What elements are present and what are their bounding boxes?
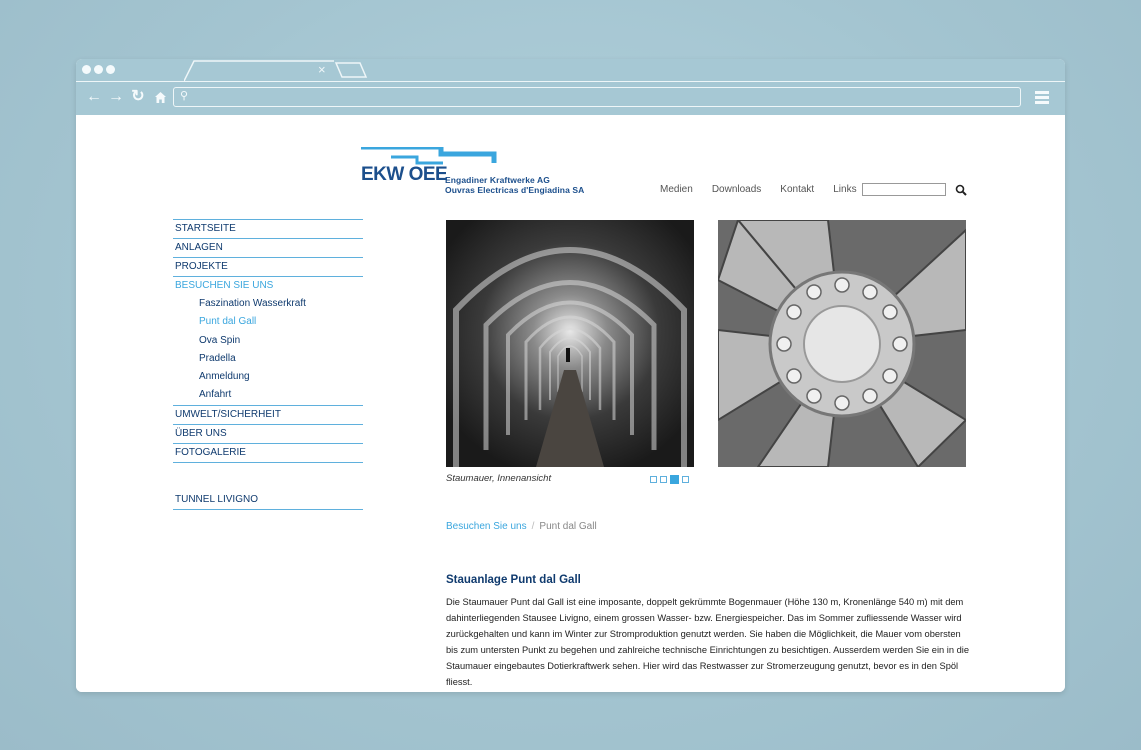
nav-buttons bbox=[86, 88, 168, 106]
browser-chrome bbox=[76, 59, 1065, 116]
tab-close-icon[interactable]: × bbox=[318, 62, 326, 77]
sidebar-subitem-punt-dal-gall[interactable]: Punt dal Gall bbox=[199, 316, 257, 328]
gallery-dot[interactable] bbox=[682, 476, 689, 483]
sidebar-item-ueber-uns[interactable]: ÜBER UNS bbox=[173, 424, 363, 443]
gallery-dot[interactable] bbox=[660, 476, 667, 483]
topnav-kontakt[interactable]: Kontakt bbox=[780, 184, 815, 195]
search-icon: ⚲ bbox=[180, 90, 189, 102]
sidebar-item-fotogalerie[interactable]: FOTOGALERIE bbox=[173, 443, 363, 462]
window-maximize-dot[interactable] bbox=[106, 65, 115, 74]
sidebar-subitem-pradella[interactable]: Pradella bbox=[199, 352, 236, 364]
browser-tab[interactable] bbox=[184, 59, 334, 81]
reload-icon[interactable]: ↻ bbox=[131, 88, 145, 105]
topnav-downloads[interactable]: Downloads bbox=[711, 184, 762, 195]
sidebar-item-projekte[interactable]: PROJEKTE bbox=[173, 257, 363, 276]
sidebar-subitem-anfahrt[interactable]: Anfahrt bbox=[199, 389, 232, 401]
gallery-pagination bbox=[650, 476, 689, 484]
sidebar-item-besuchen-sie-uns[interactable]: BESUCHEN SIE UNS bbox=[173, 276, 363, 295]
search-input[interactable] bbox=[862, 183, 946, 196]
tunnel-photo[interactable] bbox=[446, 220, 694, 467]
search-icon[interactable] bbox=[955, 184, 967, 196]
home-icon[interactable] bbox=[152, 88, 168, 106]
logo-subtitle bbox=[445, 176, 584, 195]
sidebar-subitem-faszination[interactable]: Faszination Wasserkraft bbox=[199, 298, 306, 309]
breadcrumb-parent[interactable]: Besuchen Sie uns bbox=[446, 521, 527, 532]
window-minimize-dot[interactable] bbox=[94, 65, 103, 74]
breadcrumb bbox=[446, 521, 597, 532]
address-bar[interactable] bbox=[173, 87, 1021, 107]
logo-subtitle-line1: Engadiner Kraftwerke AG bbox=[445, 175, 550, 185]
sidebar-item-umwelt[interactable]: UMWELT/SICHERHEIT bbox=[173, 405, 363, 424]
browser-window bbox=[76, 59, 1065, 692]
logo-text: EKW OEE bbox=[361, 164, 448, 185]
breadcrumb-current: Punt dal Gall bbox=[539, 521, 597, 532]
tab-strip bbox=[76, 59, 1065, 82]
new-tab-button[interactable] bbox=[334, 59, 374, 81]
gallery-dot-active[interactable] bbox=[670, 475, 679, 484]
gallery-caption: Staumauer, Innenansicht bbox=[446, 473, 552, 484]
logo-subtitle-line2: Ouvras Electricas d'Engiadina SA bbox=[445, 184, 585, 195]
forward-arrow-icon[interactable]: → bbox=[108, 88, 124, 105]
top-navigation bbox=[660, 184, 876, 195]
sidebar-item-tunnel-livigno[interactable]: TUNNEL LIVIGNO bbox=[175, 493, 258, 505]
back-arrow-icon[interactable]: ← bbox=[86, 88, 102, 105]
sidebar-item-anlagen[interactable]: ANLAGEN bbox=[173, 238, 363, 257]
topnav-links[interactable]: Links bbox=[833, 184, 857, 195]
turbine-photo[interactable] bbox=[718, 220, 966, 467]
topnav-medien[interactable]: Medien bbox=[660, 184, 693, 195]
sidebar-navigation bbox=[173, 219, 363, 510]
sidebar-item-startseite[interactable]: STARTSEITE bbox=[173, 219, 363, 238]
menu-icon[interactable] bbox=[1035, 91, 1049, 103]
article-body: Die Staumauer Punt dal Gall ist eine imposante, doppelt gekrümmte Bogenmauer (Höhe 130 m, Kronenlänge 540 m) mit dem dahinterliegenden Stausee Livigno, einem grossen Wasser- bzw. Energiespeicher. Das im Sommer zufliessende Wasser wird zurückgehalten und kann im Winter zur Stromproduktion genutzt werden. Sie haben die Möglichkeit, die Mauer vom obersten bis zum untersten Punkt zu begehen und zahlreiche technische Einrichtungen zu besichtigen. Ausserdem werden Sie ein in die Staumauer eingebautes Dotierkraftwerk sehen. Hier wird das Restwasser zur Stromerzeugung genutzt, bevor es in den Spöl fliesst. bbox=[446, 597, 970, 687]
sidebar-subitem-anmeldung[interactable]: Anmeldung bbox=[199, 371, 250, 383]
web-page bbox=[76, 115, 1065, 692]
window-close-dot[interactable] bbox=[82, 65, 91, 74]
breadcrumb-separator: / bbox=[531, 521, 535, 532]
sidebar-subitem-ova-spin[interactable]: Ova Spin bbox=[199, 334, 241, 346]
page-title: Stauanlage Punt dal Gall bbox=[446, 574, 581, 586]
gallery-dot[interactable] bbox=[650, 476, 657, 483]
sidebar-divider bbox=[173, 509, 363, 510]
logo-wordmark bbox=[361, 165, 447, 185]
